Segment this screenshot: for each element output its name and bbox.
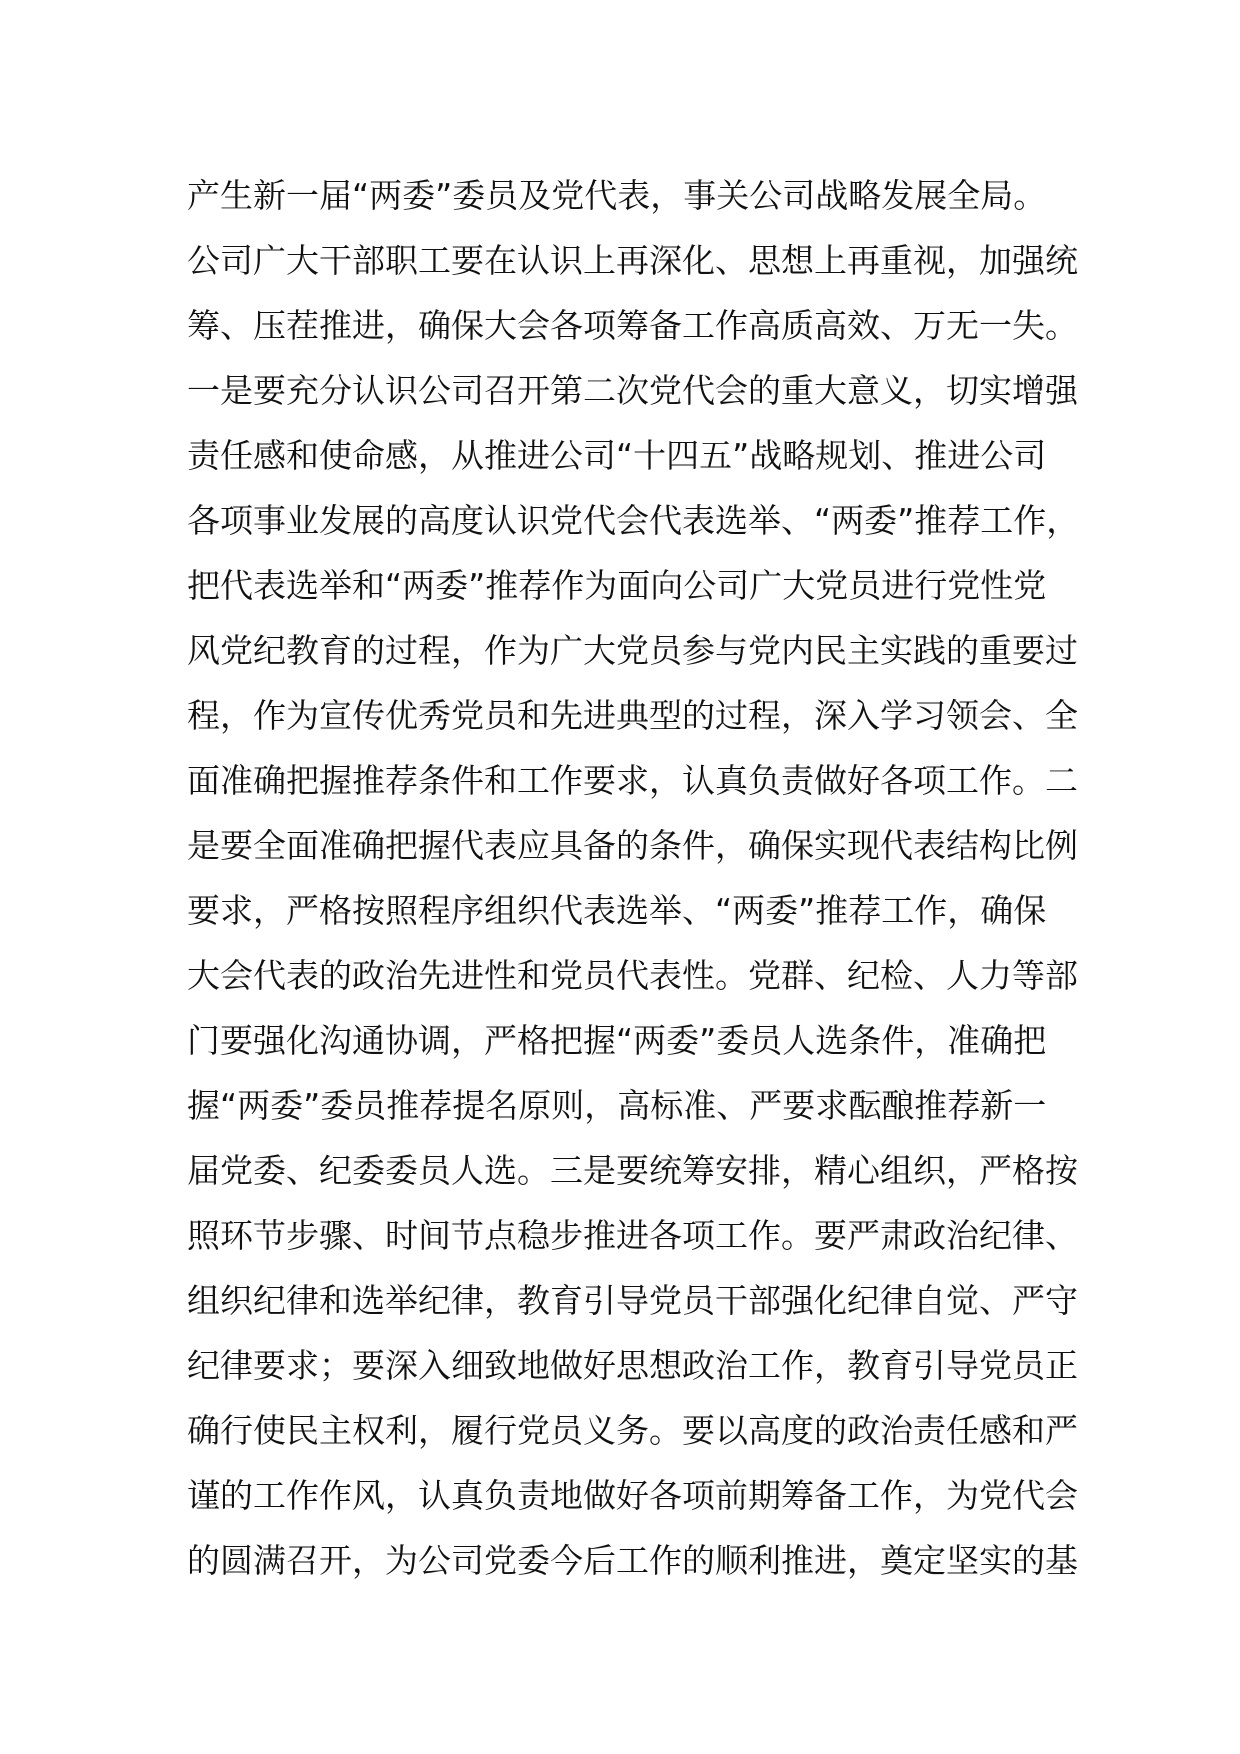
text-line: 握“两委”委员推荐提名原则，高标准、严要求酝酿推荐新一 — [187, 1086, 1047, 1125]
text-line: 责任感和使命感，从推进公司“十四五”战略规划、推进公司 — [187, 436, 1047, 475]
text-line: 要求，严格按照程序组织代表选举、“两委”推荐工作，确保 — [187, 891, 1047, 930]
text-line: 谨的工作作风，认真负责地做好各项前期筹备工作，为党代会 — [187, 1476, 1078, 1515]
text-line: 程，作为宣传优秀党员和先进典型的过程，深入学习领会、全 — [187, 696, 1078, 735]
text-line: 产生新一届“两委”委员及党代表，事关公司战略发展全局。 — [187, 176, 1047, 215]
text-line: 照环节步骤、时间节点稳步推进各项工作。要严肃政治纪律、 — [187, 1216, 1078, 1255]
text-line: 届党委、纪委委员人选。三是要统筹安排，精心组织，严格按 — [187, 1151, 1078, 1190]
text-line: 确行使民主权利，履行党员义务。要以高度的政治责任感和严 — [187, 1411, 1078, 1450]
text-line: 的圆满召开，为公司党委今后工作的顺利推进，奠定坚实的基 — [187, 1541, 1078, 1580]
text-line: 公司广大干部职工要在认识上再深化、思想上再重视，加强统 — [187, 241, 1078, 280]
text-line: 是要全面准确把握代表应具备的条件，确保实现代表结构比例 — [187, 826, 1078, 865]
text-line: 纪律要求；要深入细致地做好思想政治工作，教育引导党员正 — [187, 1346, 1078, 1385]
text-line: 筹、压茬推进，确保大会各项筹备工作高质高效、万无一失。 — [187, 306, 1078, 345]
text-line: 把代表选举和“两委”推荐作为面向公司广大党员进行党性党 — [187, 566, 1047, 605]
text-line: 风党纪教育的过程，作为广大党员参与党内民主实践的重要过 — [187, 631, 1078, 670]
text-line: 门要强化沟通协调，严格把握“两委”委员人选条件，准确把 — [187, 1021, 1047, 1060]
body-paragraph — [187, 163, 1087, 1593]
text-line: 大会代表的政治先进性和党员代表性。党群、纪检、人力等部 — [187, 956, 1078, 995]
text-line: 组织纪律和选举纪律，教育引导党员干部强化纪律自觉、严守 — [187, 1281, 1078, 1320]
text-line: 各项事业发展的高度认识党代会代表选举、“两委”推荐工作， — [187, 501, 1080, 540]
text-line: 面准确把握推荐条件和工作要求，认真负责做好各项工作。二 — [187, 761, 1078, 800]
text-line: 一是要充分认识公司召开第二次党代会的重大意义，切实增强 — [187, 371, 1078, 410]
